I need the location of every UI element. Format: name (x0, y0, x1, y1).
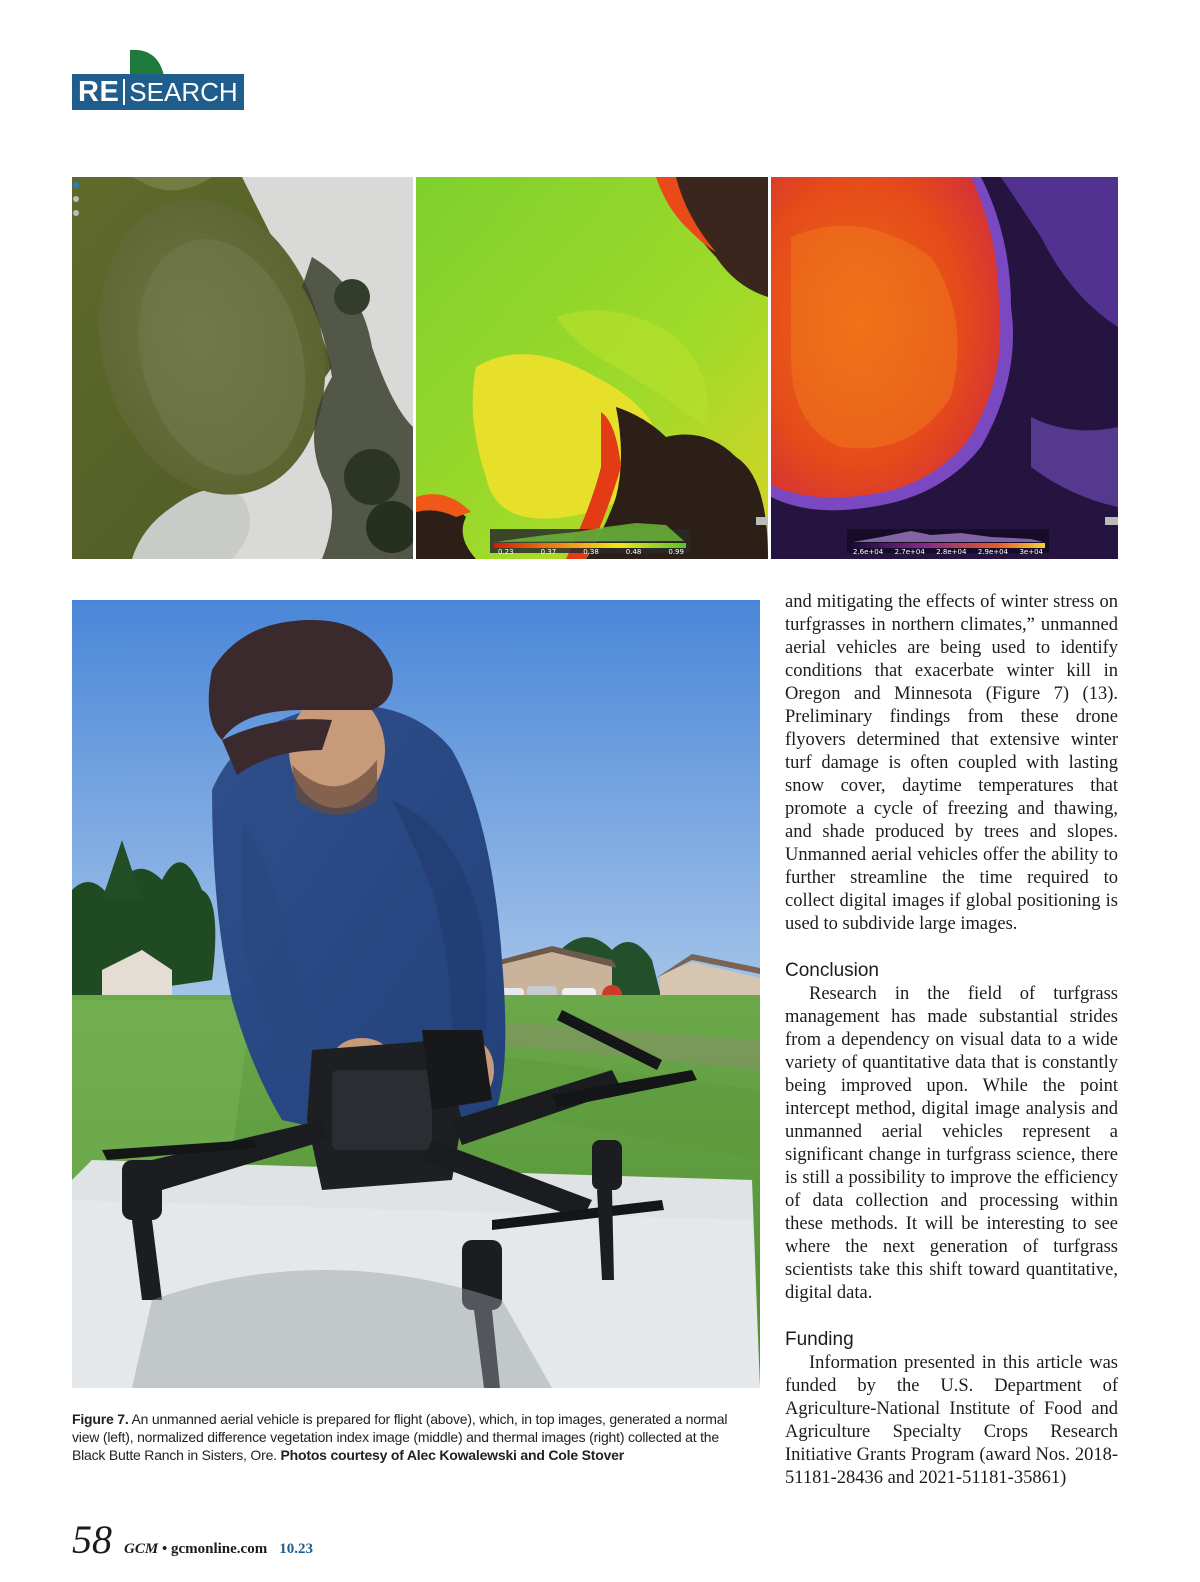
ndvi-scale-label: 0.37 (540, 548, 557, 556)
thermal-scale-label: 2.9e+04 (977, 548, 1009, 556)
leaf-icon (128, 48, 166, 76)
section-logo-divider (123, 79, 125, 105)
article-paragraph: Information presented in this article was funded by the U.S. Department of Agriculture-National Institute of Food and Agriculture Specialty Crops Research Initiative Grants Program (award Nos. 2018-51181-28436 and 2021-51181-35861) (785, 1353, 1118, 1488)
section-logo (72, 48, 244, 112)
figure-caption (72, 1410, 752, 1464)
normal-view-image (72, 177, 413, 559)
ndvi-scale-label: 0.99 (668, 548, 684, 556)
page-number: 58 (72, 1517, 112, 1562)
funding-heading: Funding (785, 1329, 854, 1350)
figure-label: Figure 7. (72, 1411, 129, 1427)
thermal-scale-label: 2.8e+04 (936, 548, 967, 556)
figure-caption-text: An unmanned aerial vehicle is prepared for flight (above), which, in top images, generated a normal view (left), normalized difference vegetation index image (middle) and thermal images (right) collected at the Black Butte Ranch in Sisters, Ore. (72, 1411, 728, 1463)
section-logo-prefix: RE (78, 75, 120, 108)
footer-brand-name: GCM (124, 1541, 159, 1557)
ndvi-scale-label: 0.48 (625, 548, 642, 556)
article-paragraph: Research in the field of turfgrass management has made substantial strides from a dependency on visual data to a wide variety of quantitative data that is constantly being improved upon. While the point intercept method, digital image analysis and unmanned aerial vehicles represent a significant change in turfgrass science, there is still a possibility to improve the efficiency of data collection and processing within these methods. It will be interesting to see where the next generation of turfgrass scientists take this shift toward quantitative, digital data. (785, 984, 1118, 1303)
ndvi-scale-label: 0.38 (583, 548, 599, 556)
thermal-scale-label: 3e+04 (1019, 548, 1043, 556)
section-logo-bar (72, 74, 244, 110)
ndvi-scale-labels (498, 548, 684, 556)
drone-photo (72, 600, 760, 1388)
thermal-scale-labels (853, 548, 1043, 556)
aerial-image-triptych (72, 177, 1118, 559)
ndvi-image (416, 177, 768, 559)
photo-credit: Photos courtesy of Alec Kowalewski and Cole Stover (280, 1447, 624, 1463)
thermal-scale-label: 2.7e+04 (894, 548, 925, 556)
footer-separator: • (158, 1541, 171, 1557)
conclusion-heading: Conclusion (785, 960, 879, 981)
footer-site: gcmonline.com (170, 1541, 268, 1557)
article-text-column (785, 591, 1118, 1490)
page-footer (72, 1516, 313, 1566)
footer-brand (124, 1541, 267, 1558)
thermal-image (771, 177, 1118, 559)
article-paragraph: and mitigating the effects of winter stress on turfgrasses in northern climates,” unmanned aerial vehicles are being used to identify conditions that exacerbate winter kill in Oregon and Minnesota (Figure 7) (13). Preliminary findings from these drone flyovers determined that extensive winter turf damage is often coupled with lasting snow cover, daytime temperatures that promote a cycle of freezing and thawing, and shade produced by trees and slopes. Unmanned aerial vehicles offer the ability to further streamline the time required to collect digital images if global positioning is used to subdivide large images. (785, 592, 1118, 934)
thermal-scale-label: 2.6e+04 (853, 548, 884, 556)
footer-issue: 10.23 (279, 1541, 313, 1557)
section-logo-suffix: SEARCH (129, 76, 238, 107)
ndvi-scale-label: 0.23 (498, 548, 514, 556)
